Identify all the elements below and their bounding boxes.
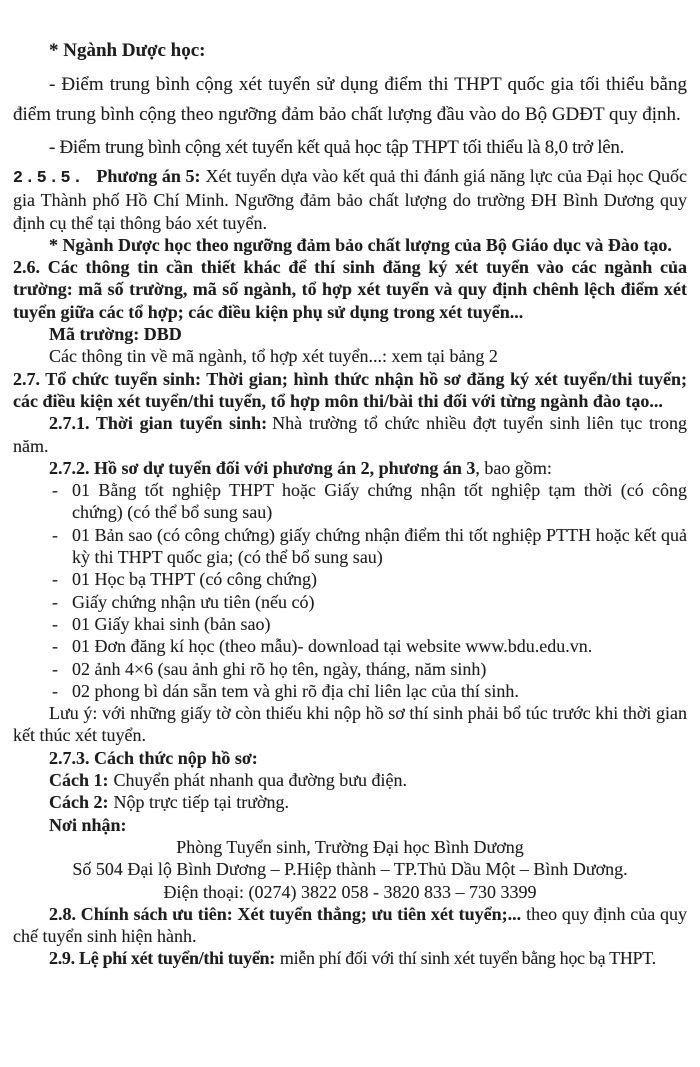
para-diem-hoc-ba: - Điểm trung bình cộng xét tuyển kết quả học tập THPT tối thiểu là 8,0 trở lên. xyxy=(49,137,625,158)
heading-noi-nhan: Nơi nhận: xyxy=(49,814,127,835)
bullet-dash: - xyxy=(52,636,58,657)
para-luu-y: Lưu ý: với những giấy tờ còn thiếu khi nộp hồ sơ thí sinh phải bổ túc trước khi thời gian kết thúc xét tuyển. xyxy=(13,703,687,746)
para-ma-truong: Mã trường: DBD xyxy=(49,324,182,345)
para-2-5-5-phuong-an-5 xyxy=(13,165,687,234)
list-item-text: 01 Giấy khai sinh (bản sao) xyxy=(72,613,271,634)
label-2-8: 2.8. Chính sách ưu tiên: Xét tuyển thẳng; ưu tiên xét tuyển;... xyxy=(49,903,522,924)
label-2-7-2: 2.7.2. Hồ sơ dự tuyển đối với phương án 2, phương án 3 xyxy=(49,457,476,478)
bullet-dash: - xyxy=(52,680,58,701)
bullet-dash: - xyxy=(52,480,58,501)
label-phuong-an-5: Phương án 5: xyxy=(96,166,201,186)
list-item xyxy=(13,524,687,569)
label-cach-2: Cách 2: xyxy=(49,792,109,813)
heading-2-7-3: 2.7.3. Cách thức nộp hồ sơ: xyxy=(49,747,258,768)
list-item xyxy=(13,613,687,635)
list-item-text: 02 phong bì dán sẵn tem và ghi rõ địa chỉ liên lạc của thí sinh. xyxy=(72,680,519,701)
label-2-9: 2.9. Lệ phí xét tuyển/thi tuyển: xyxy=(49,948,275,969)
list-item xyxy=(13,658,687,680)
para-2-8 xyxy=(13,903,687,948)
bullet-dash: - xyxy=(52,658,58,679)
address-line-street: Số 504 Đại lộ Bình Dương – P.Hiệp thành – TP.Thủ Dầu Một – Bình Dương. xyxy=(72,859,628,880)
para-nganh-duoc-nguong: * Ngành Dược học theo ngưỡng đảm bảo chất lượng của Bộ Giáo dục và Đào tạo. xyxy=(49,234,672,255)
list-item-text: 02 ảnh 4×6 (sau ảnh ghi rõ họ tên, ngày, tháng, năm sinh) xyxy=(72,658,487,679)
list-item xyxy=(13,479,687,524)
text-2-7-1: Nhà trường tổ chức nhiều đợt tuyển sinh liên tục trong năm. xyxy=(13,413,687,456)
list-item xyxy=(13,635,687,657)
para-cach-1 xyxy=(13,769,687,791)
text-2-8: theo quy định của quy chế tuyển sinh hiện hành. xyxy=(13,903,687,947)
list-item-text: 01 Bản sao (có công chứng) giấy chứng nhận điểm thi tốt nghiệp PTTH hoặc kết quả kỳ thi THPT quốc gia; (có thể bổ sung sau) xyxy=(72,524,687,568)
list-item-text: 01 Học bạ THPT (có công chứng) xyxy=(72,569,318,590)
bullet-dash: - xyxy=(52,524,58,545)
para-2-7-2 xyxy=(13,457,687,479)
label-2-7-1: 2.7.1. Thời gian tuyển sinh: xyxy=(49,413,268,434)
text-phuong-an-5: Xét tuyển dựa vào kết quả thi đánh giá năng lực của Đại học Quốc gia Thành phố Hồ Chí Minh. Ngưỡng đảm bảo chất lượng do trường ĐH Bình Dương quy định cụ thể tại thông báo xét tuyển. xyxy=(13,166,687,233)
document-body xyxy=(13,165,687,970)
para-2-9 xyxy=(13,947,687,969)
heading-2-6: 2.6. Các thông tin cần thiết khác để thí sinh đăng ký xét tuyển vào các ngành của trường: mã số trường, mã số ngành, tổ hợp xét tuyển và quy định chênh lệch điểm xét tuyển giữa các tổ hợp; các điều kiện phụ sử dụng trong xét tuyển... xyxy=(13,257,687,322)
list-item xyxy=(13,568,687,590)
list-item-text: 01 Đơn đăng kí học (theo mẫu)- download tại website www.bdu.edu.vn. xyxy=(72,636,593,657)
list-item-text: Giấy chứng nhận ưu tiên (nếu có) xyxy=(72,591,315,612)
section-duoc-hoc xyxy=(13,36,687,163)
para-diem-thpt-quoc-gia: - Điểm trung bình cộng xét tuyển sử dụng điểm thi THPT quốc gia tối thiểu bằng điểm trung bình cộng theo ngưỡng đảm bảo chất lượng đầu vào do Bộ GDĐT quy định. xyxy=(13,74,687,125)
address-line-recipient: Phòng Tuyển sinh, Trường Đại học Bình Dương xyxy=(176,836,524,857)
heading-nganh-duoc-hoc: * Ngành Dược học: xyxy=(49,40,206,61)
address-line-phone: Điện thoại: (0274) 3822 058 - 3820 833 – 730 3399 xyxy=(163,881,537,902)
text-cach-2: Nộp trực tiếp tại trường. xyxy=(113,792,289,813)
heading-2-7: 2.7. Tổ chức tuyển sinh: Thời gian; hình thức nhận hồ sơ đăng ký xét tuyển/thi tuyển; các điều kiện xét tuyển/thi tuyển, tổ hợp môn thi/bài thi đối với từng ngành đào tạo... xyxy=(13,368,687,411)
list-item xyxy=(13,680,687,702)
bullet-dash: - xyxy=(52,613,58,634)
text-2-7-2: , bao gồm: xyxy=(475,457,552,478)
para-cach-2 xyxy=(13,791,687,813)
section-number-2-5-5: 2.5.5. xyxy=(13,168,85,187)
bullet-dash: - xyxy=(52,591,58,612)
para-thong-tin-ma-nganh: Các thông tin về mã ngành, tổ hợp xét tuyển...: xem tại bảng 2 xyxy=(49,346,498,367)
bullet-dash: - xyxy=(52,569,58,590)
text-2-9: miễn phí đối với thí sinh xét tuyển bằng học bạ THPT. xyxy=(279,948,656,969)
list-item-text: 01 Bằng tốt nghiệp THPT hoặc Giấy chứng nhận tốt nghiệp tạm thời (có công chứng) (có thể bổ sung sau) xyxy=(72,480,687,523)
text-cach-1: Chuyển phát nhanh qua đường bưu điện. xyxy=(113,770,407,791)
list-item xyxy=(13,591,687,613)
document-checklist xyxy=(13,479,687,702)
label-cach-1: Cách 1: xyxy=(49,770,109,791)
para-2-7-1 xyxy=(13,412,687,457)
